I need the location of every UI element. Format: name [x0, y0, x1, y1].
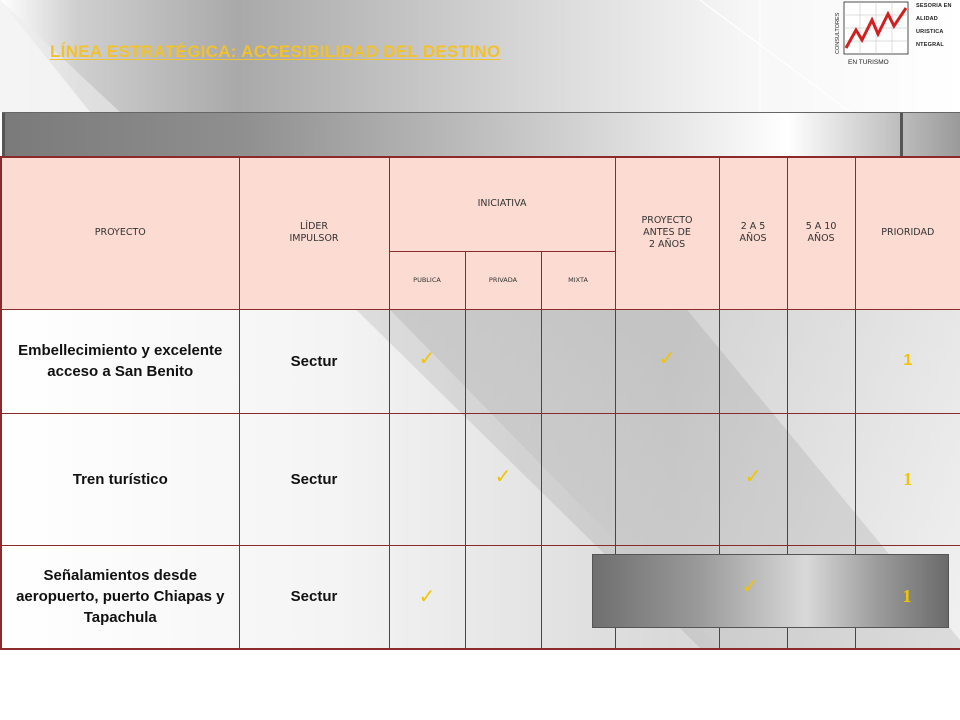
band-divider	[900, 113, 903, 157]
logo-word: URISTICA	[916, 29, 944, 35]
svg-text:CONSULTORES: CONSULTORES	[835, 12, 841, 54]
row3-2a5-cell	[716, 574, 784, 614]
table-row	[1, 413, 960, 545]
logo-chart-icon	[830, 0, 916, 68]
project-lider: Sectur	[239, 413, 389, 545]
check-icon: ✓	[418, 345, 436, 370]
header-mixta: MIXTA	[541, 251, 615, 309]
logo-word: ALIDAD	[916, 16, 938, 22]
check-icon: ✓	[658, 345, 676, 370]
row3-antes2-cell	[592, 554, 696, 626]
project-name: Señalamientos desde aeropuerto, puerto Chiapas y Tapachula	[1, 545, 239, 649]
logo-word: NTEGRAL	[916, 42, 944, 48]
check-icon: ✓	[418, 583, 436, 608]
row3-priority-cell	[854, 586, 960, 616]
header-privada: PRIVADA	[465, 251, 541, 309]
logo-word: SESORIA EN	[916, 3, 952, 9]
header-lider: LÍDER IMPULSOR	[239, 157, 389, 309]
company-logo	[830, 0, 960, 68]
check-icon: ✓	[741, 574, 759, 598]
project-name: Embellecimiento y excelente acceso a San Benito	[1, 309, 239, 413]
priority-value: 1	[903, 468, 913, 489]
header-proyecto: PROYECTO	[1, 157, 239, 309]
header-prioridad: PRIORIDAD	[855, 157, 960, 309]
check-icon: ✓	[494, 463, 512, 488]
header-band	[2, 112, 960, 157]
row3-5a10-cell	[784, 554, 852, 626]
check-icon: ✓	[744, 463, 762, 488]
header-antes-2: PROYECTO ANTES DE 2 AÑOS	[615, 157, 719, 309]
priority-value: 1	[902, 586, 912, 606]
header-2-a-5: 2 A 5 AÑOS	[719, 157, 787, 309]
page-title: LÍNEA ESTRATÉGICA: ACCESIBILIDAD DEL DESTINO	[50, 42, 501, 61]
band-divider	[2, 113, 5, 157]
svg-text:EN TURISMO: EN TURISMO	[848, 59, 889, 66]
header-5-a-10: 5 A 10 AÑOS	[787, 157, 855, 309]
header-publica: PUBLICA	[389, 251, 465, 309]
project-lider: Sectur	[239, 545, 389, 649]
priority-value: 1	[903, 352, 913, 369]
project-lider: Sectur	[239, 309, 389, 413]
header-iniciativa: INICIATIVA	[389, 157, 615, 251]
project-name: Tren turístico	[1, 413, 239, 545]
table-row	[1, 309, 960, 413]
logo-words	[916, 0, 952, 52]
